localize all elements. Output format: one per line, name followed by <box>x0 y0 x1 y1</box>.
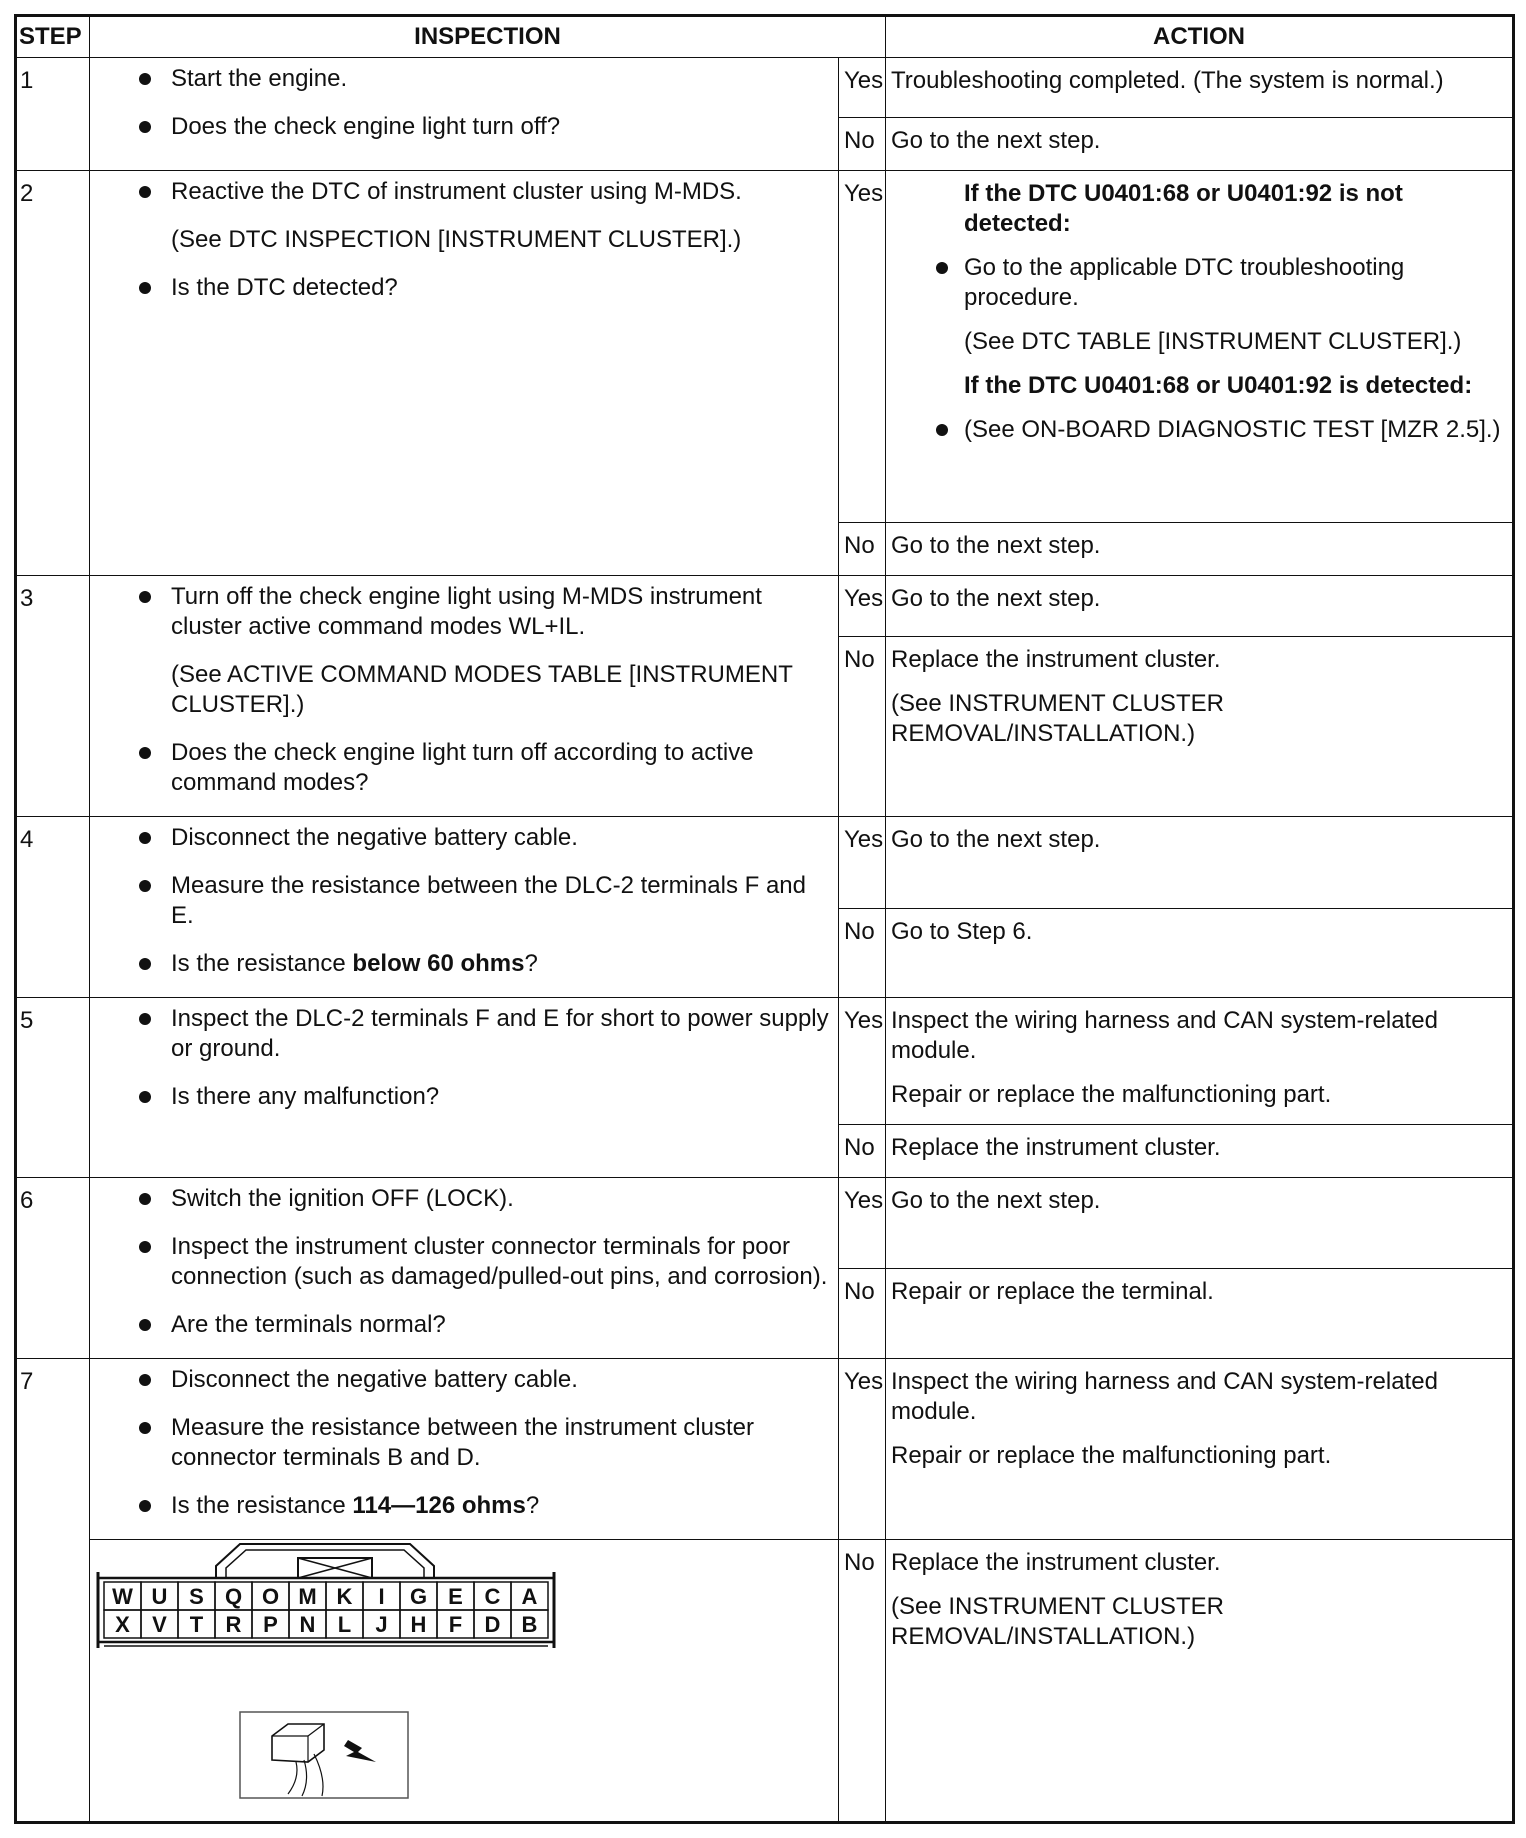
connector-pin-label: D <box>484 1612 501 1637</box>
yes-action-cell <box>886 171 1514 523</box>
inspection-item: Inspect the instrument cluster connector terminals for poor connection (such as damaged/pulled-out pins, and corrosion). <box>90 1232 830 1292</box>
connector-pins <box>104 1582 548 1638</box>
resistance-spec: 114—126 ohms <box>352 1492 526 1519</box>
connector-lock-tab-inner <box>226 1550 424 1578</box>
inspection-cell <box>90 576 839 817</box>
no-action-cell <box>886 1540 1514 1823</box>
connector-pin-label: N <box>299 1612 316 1637</box>
no-action-cell <box>886 908 1514 997</box>
no-action-cell <box>886 523 1514 576</box>
inspection-item: Does the check engine light turn off according to active command modes? <box>90 738 830 798</box>
no-action-cell <box>886 637 1514 817</box>
connector-pin-label: R <box>225 1612 242 1637</box>
connector-pin-label: J <box>375 1612 388 1637</box>
connector-pin-label: Q <box>224 1584 243 1609</box>
yes-action-cell <box>886 1178 1514 1269</box>
connector-pin-label: W <box>112 1584 133 1609</box>
connector-pin-label: I <box>378 1584 385 1609</box>
action-reference: (See DTC TABLE [INSTRUMENT CLUSTER].) <box>964 328 1462 355</box>
yes-label: Yes <box>839 1359 886 1540</box>
no-label: No <box>839 1540 886 1823</box>
no-label: No <box>839 1268 886 1359</box>
action-text: Inspect the wiring harness and CAN system-related module. <box>891 1368 1438 1425</box>
inspection-item: Is there any malfunction? <box>90 1082 830 1112</box>
action-reference: (See INSTRUMENT CLUSTER REMOVAL/INSTALLATION.) <box>891 690 1224 748</box>
inspection-item: Is the DTC detected? <box>90 273 830 303</box>
action-item: Go to the applicable DTC troubleshooting procedure. <box>891 253 1508 313</box>
inspection-item <box>90 1491 830 1521</box>
yes-action-cell <box>886 576 1514 637</box>
inspection-cell <box>90 1359 839 1540</box>
action-text: Go to the next step. <box>891 532 1101 559</box>
connector-pin-label: B <box>521 1612 538 1637</box>
no-label: No <box>839 523 886 576</box>
step-5-yes-row <box>16 998 1514 1125</box>
connector-pin-label: G <box>409 1584 428 1609</box>
yes-action-cell <box>886 1359 1514 1540</box>
connector-lock-tab <box>216 1544 434 1578</box>
connector-pin-label: U <box>151 1584 168 1609</box>
yes-action-cell <box>886 58 1514 118</box>
action-text: Go to the next step. <box>891 1187 1101 1214</box>
inspection-item: Inspect the DLC-2 terminals F and E for short to power supply or ground. <box>90 1004 830 1064</box>
inspection-item: Measure the resistance between the DLC-2 terminals F and E. <box>90 871 830 931</box>
connector-pin-label: L <box>337 1612 352 1637</box>
step-2-yes-row <box>16 171 1514 523</box>
yes-label: Yes <box>839 171 886 523</box>
step-column-header: STEP <box>16 16 90 58</box>
step-number: 2 <box>16 171 90 576</box>
no-action-cell <box>886 1268 1514 1359</box>
connector-pin-label: M <box>298 1584 317 1609</box>
action-text: Go to Step 6. <box>891 917 1033 945</box>
inspection-item: Disconnect the negative battery cable. <box>90 823 830 853</box>
inspection-cell <box>90 998 839 1178</box>
troubleshooting-table <box>14 14 1515 1824</box>
step-number: 6 <box>16 1178 90 1359</box>
action-text: Troubleshooting completed. (The system is normal.) <box>891 67 1444 94</box>
question-mark: ? <box>524 950 538 977</box>
yes-label: Yes <box>839 1178 886 1269</box>
yes-action-cell <box>886 998 1514 1125</box>
inspection-item: Turn off the check engine light using M-MDS instrument cluster active command modes WL+IL. <box>90 582 830 642</box>
inspection-item: Disconnect the negative battery cable. <box>90 1365 830 1395</box>
connector-pin-label: H <box>410 1612 427 1637</box>
connector-diagram-cell <box>90 1540 839 1823</box>
connector-pin-label: T <box>189 1612 204 1637</box>
action-text: Repair or replace the malfunctioning part. <box>891 1081 1332 1108</box>
header-row <box>16 16 1514 58</box>
connector-pin-label: A <box>521 1584 538 1609</box>
resistance-spec: below 60 ohms <box>352 950 525 977</box>
connector-pin-label: K <box>336 1584 353 1609</box>
step-number: 4 <box>16 817 90 998</box>
connector-pin-label: F <box>448 1612 463 1637</box>
step-number: 5 <box>16 998 90 1178</box>
inspection-cell <box>90 817 839 998</box>
inspection-cell <box>90 171 839 576</box>
inspection-cell <box>90 1178 839 1359</box>
connector-pin-label: O <box>261 1584 280 1609</box>
yes-label: Yes <box>839 576 886 637</box>
inspection-item <box>90 949 830 979</box>
connector-pin-label: P <box>263 1612 278 1637</box>
connector-pin-label: S <box>189 1584 204 1609</box>
step-6-yes-row <box>16 1178 1514 1269</box>
inspection-item: Switch the ignition OFF (LOCK). <box>90 1184 830 1214</box>
action-text: Go to the next step. <box>891 127 1101 154</box>
inspection-column-header: INSPECTION <box>90 16 886 58</box>
action-text: Replace the instrument cluster. <box>891 646 1221 674</box>
question-text: Is the resistance <box>171 950 353 977</box>
no-label: No <box>839 908 886 997</box>
no-label: No <box>839 1125 886 1178</box>
question-text: Is the resistance <box>171 1492 353 1519</box>
question-mark: ? <box>525 1492 540 1519</box>
connector-pin-label: V <box>152 1612 167 1637</box>
action-text: Replace the instrument cluster. <box>891 1549 1221 1576</box>
action-condition-heading: If the DTC U0401:68 or U0401:92 is not detected: <box>964 180 1403 237</box>
inspection-reference: (See DTC INSPECTION [INSTRUMENT CLUSTER].) <box>171 226 742 253</box>
inspection-item: Reactive the DTC of instrument cluster using M-MDS. <box>90 177 830 207</box>
action-text: Inspect the wiring harness and CAN system-related module. <box>891 1007 1438 1064</box>
action-text: Replace the instrument cluster. <box>891 1134 1221 1161</box>
yes-label: Yes <box>839 817 886 909</box>
action-reference: (See INSTRUMENT CLUSTER REMOVAL/INSTALLATION.) <box>891 1593 1224 1650</box>
step-7-yes-row <box>16 1359 1514 1540</box>
action-item: (See ON-BOARD DIAGNOSTIC TEST [MZR 2.5].) <box>891 415 1508 445</box>
action-column-header: ACTION <box>886 16 1514 58</box>
step-1-yes-row <box>16 58 1514 118</box>
inspection-item: Measure the resistance between the instrument cluster connector terminals B and D. <box>90 1413 830 1473</box>
inspection-item: Are the terminals normal? <box>90 1310 830 1340</box>
connector-pin-label: E <box>448 1584 463 1609</box>
action-text: Repair or replace the malfunctioning part. <box>891 1442 1332 1469</box>
action-text: Repair or replace the terminal. <box>891 1277 1214 1305</box>
step-3-yes-row <box>16 576 1514 637</box>
action-text: Go to the next step. <box>891 826 1101 853</box>
no-label: No <box>839 637 886 817</box>
no-action-cell <box>886 118 1514 171</box>
connector-pin-label: X <box>115 1612 130 1637</box>
inspection-reference: (See ACTIVE COMMAND MODES TABLE [INSTRUMENT CLUSTER].) <box>171 661 793 718</box>
step-number: 3 <box>16 576 90 817</box>
no-label: No <box>839 118 886 171</box>
action-condition-heading: If the DTC U0401:68 or U0401:92 is detected: <box>964 372 1473 399</box>
step-number: 1 <box>16 58 90 171</box>
no-action-cell <box>886 1125 1514 1178</box>
connector-diagram <box>90 1540 839 1810</box>
yes-label: Yes <box>839 58 886 118</box>
action-text: Go to the next step. <box>891 585 1101 612</box>
step-4-yes-row <box>16 817 1514 909</box>
step-7-no-row <box>16 1540 1514 1823</box>
inspection-item: Start the engine. <box>90 64 830 94</box>
connector-pin-label: C <box>484 1584 501 1609</box>
yes-action-cell <box>886 817 1514 909</box>
inspection-cell <box>90 58 839 171</box>
step-number: 7 <box>16 1359 90 1823</box>
yes-label: Yes <box>839 998 886 1125</box>
inspection-item: Does the check engine light turn off? <box>90 112 830 142</box>
